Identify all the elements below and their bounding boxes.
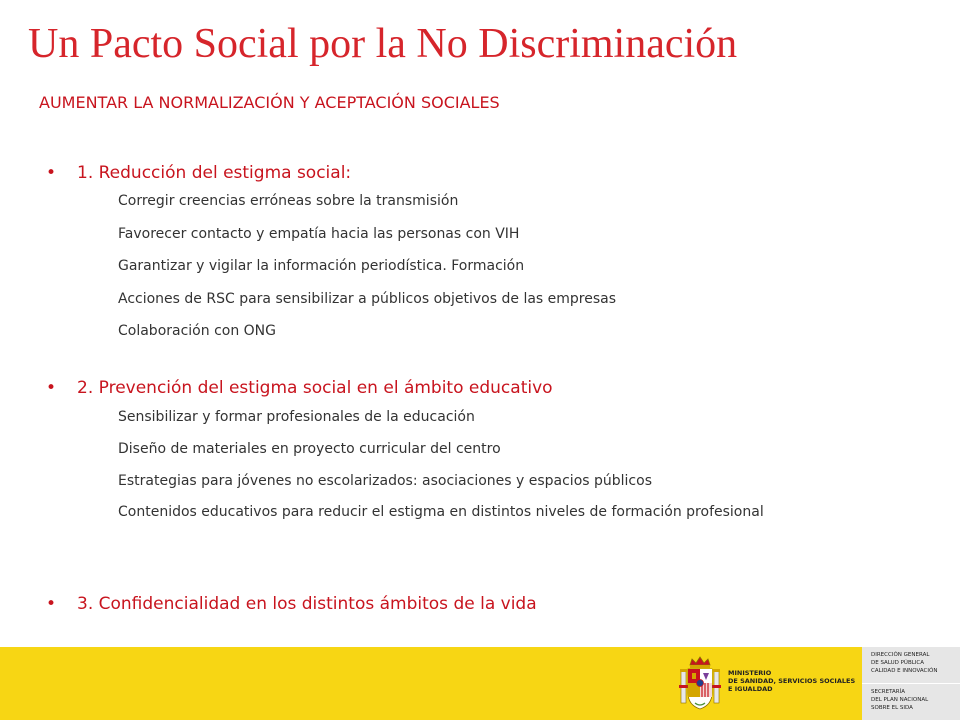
secretaria-line: DEL PLAN NACIONAL xyxy=(871,697,929,703)
section-1-heading-text: 1. Reducción del estigma social: xyxy=(77,163,352,183)
section-2-item-3: Estrategias para jóvenes no escolarizados: asociaciones y espacios públicos xyxy=(118,473,652,489)
slide-title: Un Pacto Social por la No Discriminación xyxy=(28,21,738,67)
section-1-item-3: Garantizar y vigilar la información periodística. Formación xyxy=(118,258,525,274)
section-2-item-1: Sensibilizar y formar profesionales de la educación xyxy=(118,409,475,425)
secretaria-line: SOBRE EL SIDA xyxy=(871,705,913,711)
section-1-item-2: Favorecer contacto y empatía hacia las personas con VIH xyxy=(118,226,520,242)
section-2-item-4: Contenidos educativos para reducir el estigma en distintos niveles de formación profesional xyxy=(118,504,764,520)
direccion-line: DE SALUD PÚBLICA xyxy=(871,660,925,666)
bullet-icon: • xyxy=(46,378,57,398)
direccion-line: CALIDAD E INNOVACIÓN xyxy=(871,668,938,674)
section-3-heading xyxy=(46,592,537,616)
slide-subtitle: AUMENTAR LA NORMALIZACIÓN Y ACEPTACIÓN SOCIALES xyxy=(39,93,500,112)
secretaria-line: SECRETARÍA xyxy=(871,689,906,695)
coat-of-arms-icon xyxy=(678,655,722,715)
ministry-line: MINISTERIO xyxy=(728,669,772,677)
ministry-name xyxy=(728,669,855,693)
bullet-icon: • xyxy=(46,594,57,614)
section-2-heading-text: 2. Prevención del estigma social en el ámbito educativo xyxy=(77,378,553,398)
section-1-heading xyxy=(46,161,351,185)
section-3-heading-text: 3. Confidencialidad en los distintos ámbitos de la vida xyxy=(77,594,537,614)
ministry-logo xyxy=(670,647,860,720)
section-1-item-4: Acciones de RSC para sensibilizar a públicos objetivos de las empresas xyxy=(118,291,617,307)
ministry-line: E IGUALDAD xyxy=(728,685,773,693)
ministry-line: DE SANIDAD, SERVICIOS SOCIALES xyxy=(728,677,856,685)
direccion-general-label xyxy=(862,647,960,683)
section-2-heading xyxy=(46,376,553,400)
direccion-line: DIRECCIÓN GENERAL xyxy=(871,652,930,658)
section-1-item-5: Colaboración con ONG xyxy=(118,323,276,339)
bullet-icon: • xyxy=(46,163,57,183)
org-panel xyxy=(862,647,960,720)
secretaria-label xyxy=(862,684,960,720)
section-2-item-2: Diseño de materiales en proyecto curricular del centro xyxy=(118,441,501,457)
section-1-item-1: Corregir creencias erróneas sobre la transmisión xyxy=(118,193,459,209)
